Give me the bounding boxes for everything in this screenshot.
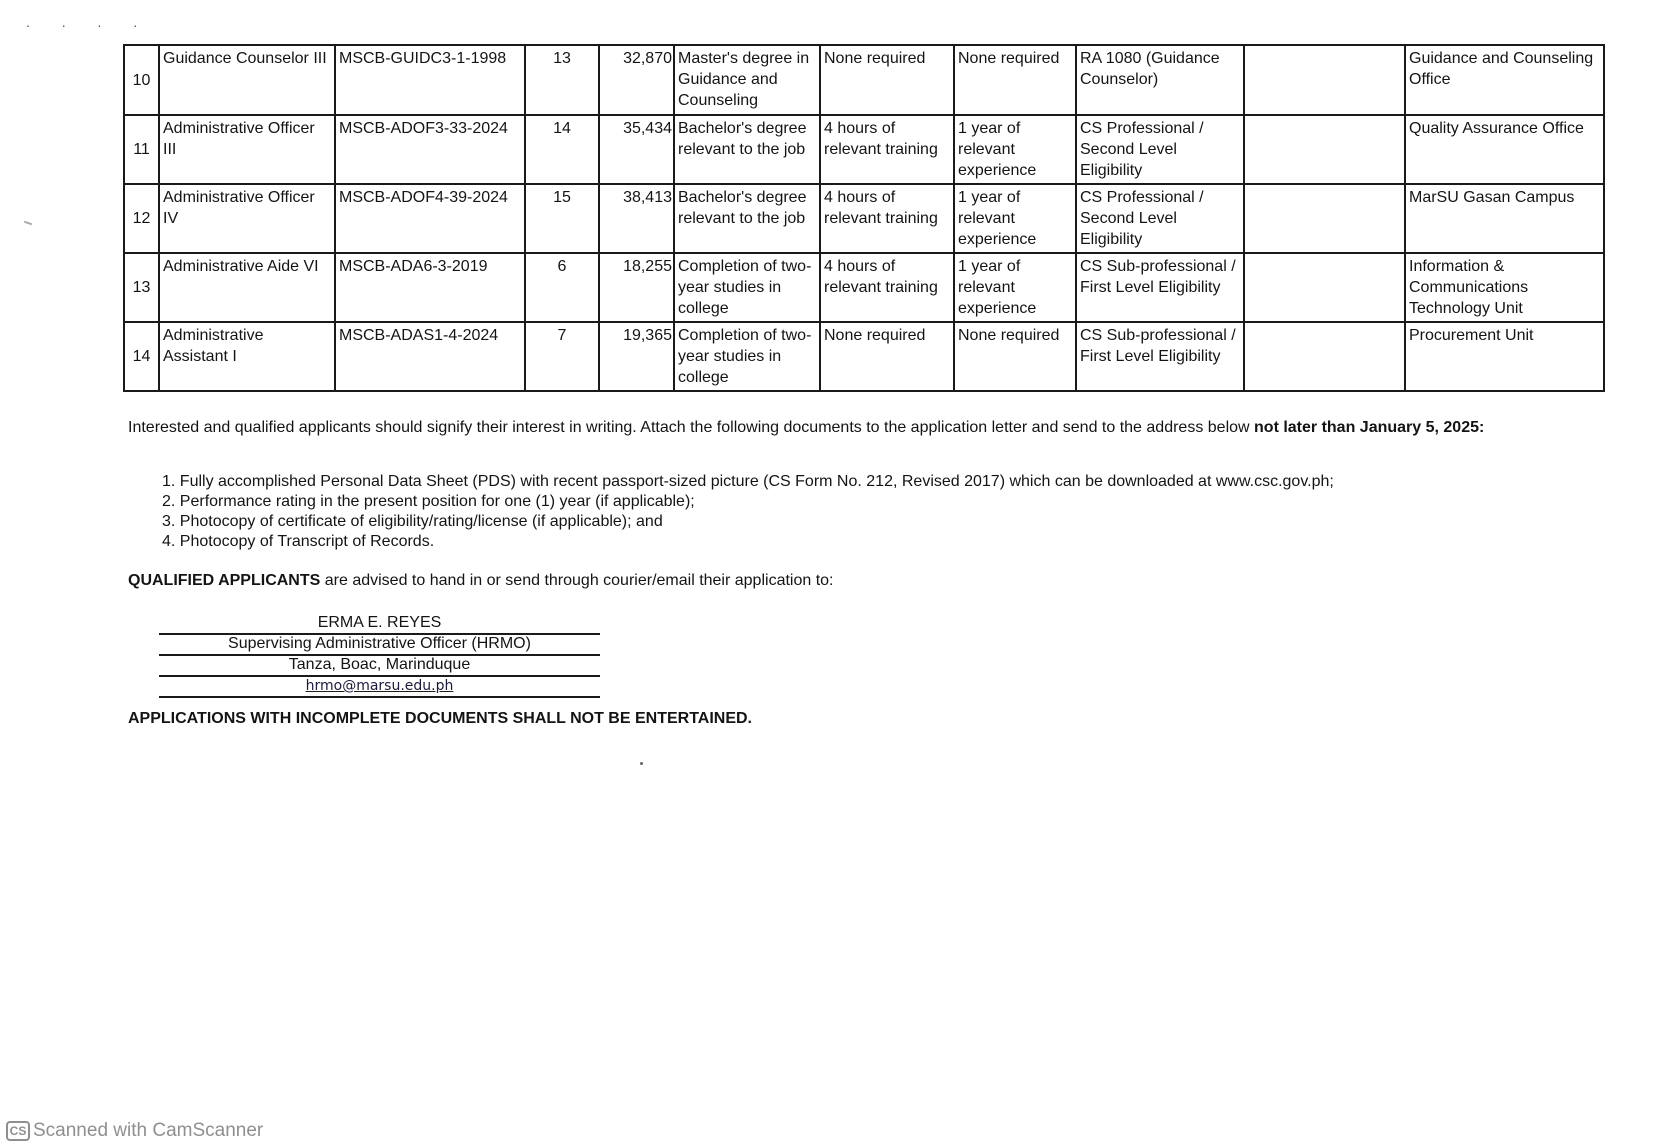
scan-artifact-dot xyxy=(640,762,643,765)
training-requirement: 4 hours of relevant training xyxy=(820,115,954,184)
training-requirement: 4 hours of relevant training xyxy=(820,253,954,322)
row-number: 12 xyxy=(124,184,159,253)
list-item: 1. Fully accomplished Personal Data Sheet (PDS) with recent passport-sized picture (CS Form No. 212, Revised 2017) which can be downloaded at www.csc.gov.ph; xyxy=(162,473,1334,490)
row-number: 13 xyxy=(124,253,159,322)
education-requirement: Completion of two-year studies in college xyxy=(674,322,820,391)
eligibility-requirement: CS Sub-professional / First Level Eligibility xyxy=(1076,322,1244,391)
eligibility-requirement: CS Professional / Second Level Eligibility xyxy=(1076,115,1244,184)
training-requirement: 4 hours of relevant training xyxy=(820,184,954,253)
position-title: Administrative Aide VI xyxy=(159,253,335,322)
experience-requirement: 1 year of relevant experience xyxy=(954,253,1076,322)
education-requirement: Completion of two-year studies in college xyxy=(674,253,820,322)
contact-position: Supervising Administrative Officer (HRMO) xyxy=(159,635,600,656)
table-row xyxy=(124,322,1604,391)
row-number: 10 xyxy=(124,45,159,115)
incomplete-documents-notice: APPLICATIONS WITH INCOMPLETE DOCUMENTS SHALL NOT BE ENTERTAINED. xyxy=(128,710,752,727)
plantilla-item-no: MSCB-ADA6-3-2019 xyxy=(335,253,525,322)
camscanner-logo-icon: CS xyxy=(6,1121,30,1141)
competency-cell xyxy=(1244,322,1405,391)
row-number: 14 xyxy=(124,322,159,391)
place-of-assignment: Procurement Unit xyxy=(1405,322,1604,391)
salary-grade: 6 xyxy=(525,253,599,322)
instructions-text: Interested and qualified applicants should signify their interest in writing. Attach the following documents to the application letter and send to the address below xyxy=(128,419,1255,436)
requirements-list xyxy=(162,472,1334,552)
place-of-assignment: Information & Communications Technology Unit xyxy=(1405,253,1604,322)
training-requirement: None required xyxy=(820,45,954,115)
place-of-assignment: MarSU Gasan Campus xyxy=(1405,184,1604,253)
application-instructions xyxy=(128,418,1484,438)
monthly-salary: 32,870 xyxy=(599,45,674,115)
scan-artifact-mark xyxy=(24,221,32,226)
competency-cell xyxy=(1244,115,1405,184)
competency-cell xyxy=(1244,45,1405,115)
eligibility-requirement: CS Professional / Second Level Eligibility xyxy=(1076,184,1244,253)
contact-email-link[interactable]: hrmo@marsu.edu.ph xyxy=(305,678,454,694)
education-requirement: Bachelor's degree relevant to the job xyxy=(674,115,820,184)
place-of-assignment: Quality Assurance Office xyxy=(1405,115,1604,184)
salary-grade: 15 xyxy=(525,184,599,253)
plantilla-item-no: MSCB-ADAS1-4-2024 xyxy=(335,322,525,391)
advice-text: are advised to hand in or send through courier/email their application to: xyxy=(320,572,834,589)
contact-email-line xyxy=(159,677,600,698)
camscanner-watermark xyxy=(6,1120,263,1142)
eligibility-requirement: RA 1080 (Guidance Counselor) xyxy=(1076,45,1244,115)
table-row xyxy=(124,184,1604,253)
eligibility-requirement: CS Sub-professional / First Level Eligibility xyxy=(1076,253,1244,322)
application-deadline: not later than January 5, 2025: xyxy=(1254,419,1485,436)
place-of-assignment: Guidance and Counseling Office xyxy=(1405,45,1604,115)
experience-requirement: 1 year of relevant experience xyxy=(954,115,1076,184)
position-title: Guidance Counselor III xyxy=(159,45,335,115)
education-requirement: Master's degree in Guidance and Counseling xyxy=(674,45,820,115)
salary-grade: 7 xyxy=(525,322,599,391)
contact-name: ERMA E. REYES xyxy=(159,614,600,635)
salary-grade: 13 xyxy=(525,45,599,115)
row-number: 11 xyxy=(124,115,159,184)
experience-requirement: None required xyxy=(954,322,1076,391)
list-item: 4. Photocopy of Transcript of Records. xyxy=(162,533,435,550)
education-requirement: Bachelor's degree relevant to the job xyxy=(674,184,820,253)
table-row xyxy=(124,45,1604,115)
monthly-salary: 38,413 xyxy=(599,184,674,253)
training-requirement: None required xyxy=(820,322,954,391)
position-title: Administrative Officer IV xyxy=(159,184,335,253)
scan-artifact-dots: . . . . xyxy=(26,14,152,30)
plantilla-item-no: MSCB-ADOF4-39-2024 xyxy=(335,184,525,253)
monthly-salary: 19,365 xyxy=(599,322,674,391)
qualified-applicants-label: QUALIFIED APPLICANTS xyxy=(128,572,321,589)
plantilla-item-no: MSCB-ADOF3-33-2024 xyxy=(335,115,525,184)
experience-requirement: None required xyxy=(954,45,1076,115)
competency-cell xyxy=(1244,253,1405,322)
contact-location: Tanza, Boac, Marinduque xyxy=(159,656,600,677)
table-row xyxy=(124,115,1604,184)
table-row xyxy=(124,253,1604,322)
experience-requirement: 1 year of relevant experience xyxy=(954,184,1076,253)
positions-table xyxy=(123,44,1605,392)
address-block xyxy=(159,614,600,698)
competency-cell xyxy=(1244,184,1405,253)
camscanner-label: Scanned with CamScanner xyxy=(33,1120,264,1141)
salary-grade: 14 xyxy=(525,115,599,184)
submission-advice xyxy=(128,571,834,591)
list-item: 2. Performance rating in the present position for one (1) year (if applicable); xyxy=(162,493,695,510)
position-title: Administrative Assistant I xyxy=(159,322,335,391)
plantilla-item-no: MSCB-GUIDC3-1-1998 xyxy=(335,45,525,115)
monthly-salary: 35,434 xyxy=(599,115,674,184)
monthly-salary: 18,255 xyxy=(599,253,674,322)
position-title: Administrative Officer III xyxy=(159,115,335,184)
list-item: 3. Photocopy of certificate of eligibility/rating/license (if applicable); and xyxy=(162,513,663,530)
